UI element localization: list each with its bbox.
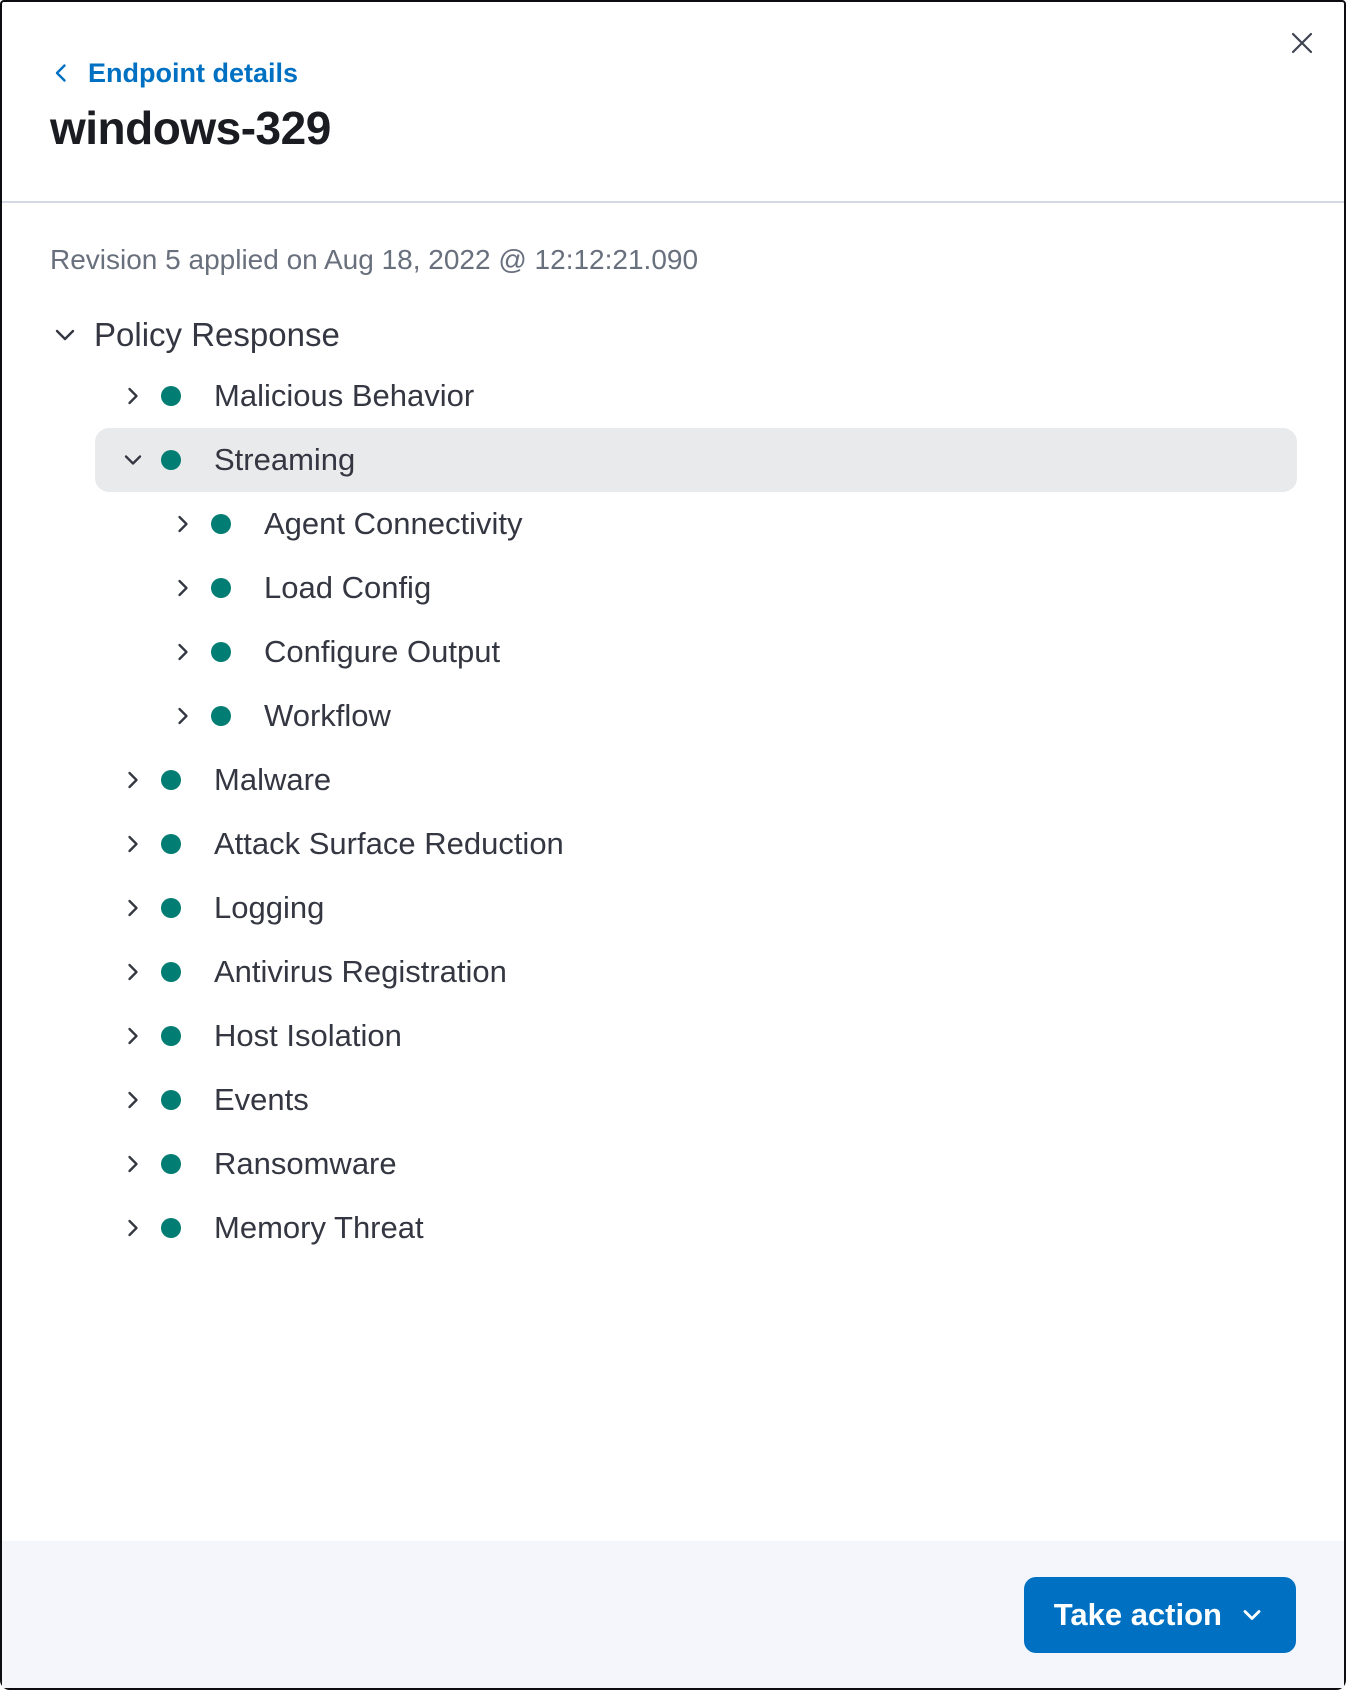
tree-item-agent-connectivity[interactable]	[95, 492, 1297, 556]
tree-item-streaming[interactable]	[95, 428, 1297, 492]
flyout-body	[2, 203, 1344, 1541]
tree-item-label: Events	[214, 1082, 309, 1117]
status-dot	[161, 450, 181, 470]
status-dot	[161, 386, 181, 406]
page-title: windows-329	[50, 102, 331, 154]
tree-item-load-config[interactable]	[95, 556, 1297, 620]
tree-item-ransomware[interactable]	[95, 1132, 1297, 1196]
tree-item-logging[interactable]	[95, 876, 1297, 940]
tree-item-label: Host Isolation	[214, 1018, 402, 1053]
chevron-right-icon	[120, 1087, 146, 1113]
chevron-right-icon	[120, 831, 146, 857]
tree-item-label: Agent Connectivity	[264, 506, 523, 541]
back-link[interactable]	[50, 58, 298, 88]
chevron-right-icon	[170, 639, 196, 665]
chevron-right-icon	[120, 383, 146, 409]
status-dot	[161, 962, 181, 982]
status-dot	[161, 1154, 181, 1174]
back-link-label: Endpoint details	[88, 58, 299, 88]
chevron-right-icon	[120, 1023, 146, 1049]
chevron-right-icon	[120, 895, 146, 921]
chevron-right-icon	[120, 959, 146, 985]
status-dot	[211, 514, 231, 534]
tree-item-events[interactable]	[95, 1068, 1297, 1132]
tree-item-label: Workflow	[264, 698, 391, 733]
chevron-right-icon	[120, 1215, 146, 1241]
status-dot	[211, 706, 231, 726]
tree-item-host-isolation[interactable]	[95, 1004, 1297, 1068]
status-dot	[161, 1090, 181, 1110]
flyout-header	[2, 2, 1344, 203]
chevron-right-icon	[170, 511, 196, 537]
policy-response-label: Policy Response	[94, 316, 340, 353]
revision-status-text: Revision 5 applied on Aug 18, 2022 @ 12:12:21.090	[50, 244, 699, 275]
tree-item-attack-surface-reduction[interactable]	[95, 812, 1297, 876]
status-dot	[161, 1218, 181, 1238]
status-dot	[161, 1026, 181, 1046]
tree-item-label: Configure Output	[264, 634, 501, 669]
chevron-right-icon	[120, 767, 146, 793]
tree-item-label: Attack Surface Reduction	[214, 826, 564, 861]
tree-item-label: Malicious Behavior	[214, 378, 475, 413]
tree-item-label: Memory Threat	[214, 1210, 424, 1245]
chevron-right-icon	[120, 1151, 146, 1177]
tree-item-label: Streaming	[214, 442, 356, 477]
tree-item-label: Antivirus Registration	[214, 954, 507, 989]
policy-response-root[interactable]	[50, 313, 1296, 357]
status-dot	[161, 898, 181, 918]
tree-item-label: Load Config	[264, 570, 432, 605]
tree-item-memory-threat[interactable]	[95, 1196, 1297, 1260]
tree-item-label: Ransomware	[214, 1146, 397, 1181]
take-action-button[interactable]	[1024, 1577, 1296, 1653]
policy-response-tree-items	[95, 364, 1297, 1260]
chevron-right-icon	[170, 575, 196, 601]
close-button[interactable]	[1282, 24, 1322, 64]
tree-item-label: Logging	[214, 890, 325, 925]
take-action-label: Take action	[1053, 1596, 1222, 1632]
tree-item-workflow[interactable]	[95, 684, 1297, 748]
tree-item-configure-output[interactable]	[95, 620, 1297, 684]
chevron-right-icon	[170, 703, 196, 729]
close-icon	[1288, 29, 1316, 60]
flyout-footer	[2, 1541, 1344, 1688]
chevron-down-icon	[50, 320, 80, 350]
status-dot	[161, 834, 181, 854]
chevron-down-icon	[120, 447, 146, 473]
status-dot	[211, 578, 231, 598]
tree-item-antivirus-registration[interactable]	[95, 940, 1297, 1004]
status-dot	[161, 770, 181, 790]
status-dot	[211, 642, 231, 662]
chevron-left-icon	[50, 61, 74, 85]
tree-item-malware[interactable]	[95, 748, 1297, 812]
tree-item-malicious-behavior[interactable]	[95, 364, 1297, 428]
tree-item-label: Malware	[214, 762, 332, 797]
chevron-down-icon	[1238, 1601, 1266, 1629]
